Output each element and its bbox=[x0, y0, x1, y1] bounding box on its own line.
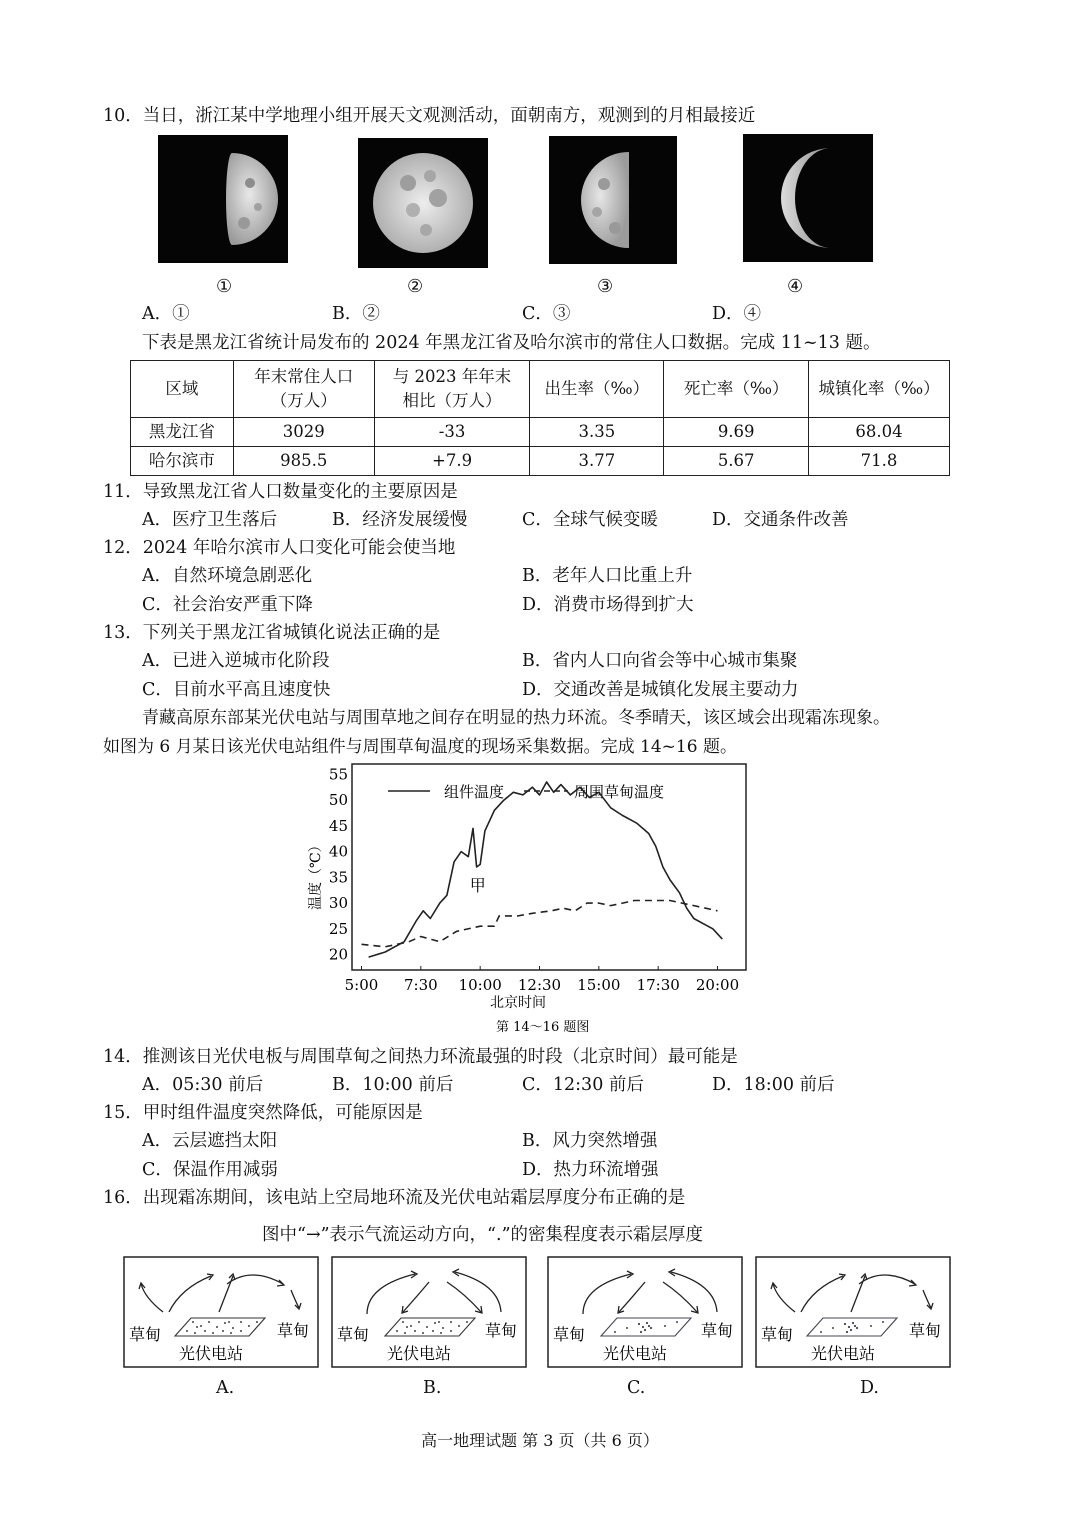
diagram-c bbox=[547, 1256, 743, 1368]
question-14-stem: 14．推测该日光伏电板与周围草甸之间热力环流最强的时段（北京时间）最可能是 bbox=[103, 1047, 738, 1067]
grass-label: 草甸 bbox=[761, 1325, 794, 1344]
q15-option-a[interactable]: A．云层遮挡太阳 bbox=[142, 1131, 278, 1151]
diagram-d bbox=[755, 1256, 951, 1368]
page-footer: 高一地理试题 第 3 页（共 6 页） bbox=[421, 1431, 659, 1450]
q11-option-a[interactable]: A．医疗卫生落后 bbox=[142, 510, 278, 530]
q15-option-c[interactable]: C．保温作用减弱 bbox=[142, 1160, 278, 1180]
x-tick-label: 5:00 bbox=[344, 976, 379, 994]
q16-option-d[interactable]: D. bbox=[860, 1378, 879, 1398]
header-death-rate: 死亡率（‰） bbox=[664, 361, 809, 418]
q11-option-b[interactable]: B．经济发展缓慢 bbox=[332, 510, 468, 530]
table-cell: -33 bbox=[374, 418, 530, 447]
diagram-a bbox=[123, 1256, 319, 1368]
x-tick-label: 10:00 bbox=[458, 976, 502, 994]
x-tick-label: 17:30 bbox=[636, 976, 680, 994]
q14-option-c[interactable]: C．12:30 前后 bbox=[522, 1075, 644, 1095]
q10-option-a[interactable]: A．① bbox=[142, 304, 190, 324]
q10-option-c[interactable]: C．③ bbox=[522, 304, 571, 324]
moon-label-2: ② bbox=[407, 276, 424, 297]
moon-image-2 bbox=[358, 138, 488, 268]
y-tick-label: 20 bbox=[328, 945, 348, 964]
chart-intro-line-1: 青藏高原东部某光伏电站与周围草地之间存在明显的热力环流。冬季晴天，该区域会出现霜冻现象。 bbox=[142, 708, 890, 728]
series-line-module-temp bbox=[369, 782, 723, 957]
moon-image-1 bbox=[158, 135, 288, 263]
q13-option-c[interactable]: C．目前水平高且速度快 bbox=[142, 680, 331, 700]
question-15-stem: 15．甲时组件温度突然降低，可能原因是 bbox=[103, 1103, 423, 1123]
q13-option-d[interactable]: D．交通改善是城镇化发展主要动力 bbox=[522, 680, 799, 700]
question-12-stem: 12．2024 年哈尔滨市人口变化可能会使当地 bbox=[103, 538, 456, 558]
question-11-stem: 11．导致黑龙江省人口数量变化的主要原因是 bbox=[103, 482, 458, 502]
moon-image-4 bbox=[743, 134, 873, 262]
question-16-stem: 16．出现霜冻期间，该电站上空局地环流及光伏电站霜层厚度分布正确的是 bbox=[103, 1188, 686, 1208]
station-label: 光伏电站 bbox=[811, 1344, 876, 1363]
x-tick-label: 20:00 bbox=[695, 976, 740, 994]
legend-series-1: 组件温度 bbox=[444, 783, 505, 801]
moon-label-3: ③ bbox=[597, 276, 614, 297]
q15-option-d[interactable]: D．热力环流增强 bbox=[522, 1160, 659, 1180]
chart-caption: 第 14～16 题图 bbox=[496, 1020, 590, 1035]
grass-label: 草甸 bbox=[909, 1321, 942, 1340]
table-cell: 3.35 bbox=[530, 418, 664, 447]
table-row bbox=[131, 447, 950, 476]
grass-label: 草甸 bbox=[277, 1321, 310, 1340]
q16-note: 图中“→”表示气流运动方向，“.”的密集程度表示霜层厚度 bbox=[262, 1225, 704, 1245]
table-cell: 哈尔滨市 bbox=[131, 447, 234, 476]
x-tick-label: 15:00 bbox=[577, 976, 621, 994]
grass-label: 草甸 bbox=[701, 1321, 734, 1340]
q12-option-b[interactable]: B．老年人口比重上升 bbox=[522, 566, 693, 586]
header-urbanization: 城镇化率（‰） bbox=[809, 361, 950, 418]
q11-option-c[interactable]: C．全球气候变暖 bbox=[522, 510, 658, 530]
table-cell: 3029 bbox=[233, 418, 374, 447]
header-change: 与 2023 年年末 相比（万人） bbox=[374, 361, 530, 418]
table-cell: 3.77 bbox=[530, 447, 664, 476]
q14-option-b[interactable]: B．10:00 前后 bbox=[332, 1075, 454, 1095]
q14-option-d[interactable]: D．18:00 前后 bbox=[712, 1075, 835, 1095]
y-tick-label: 25 bbox=[328, 919, 348, 938]
y-axis-label: 温度（℃） bbox=[308, 838, 324, 910]
q12-option-c[interactable]: C．社会治安严重下降 bbox=[142, 595, 313, 615]
q15-option-b[interactable]: B．风力突然增强 bbox=[522, 1131, 658, 1151]
moon-label-1: ① bbox=[216, 276, 233, 297]
x-tick-label: 12:30 bbox=[517, 976, 562, 994]
table-cell: 985.5 bbox=[233, 447, 374, 476]
y-tick-label: 35 bbox=[328, 868, 348, 887]
grass-label: 草甸 bbox=[553, 1325, 586, 1344]
q16-option-a[interactable]: A. bbox=[216, 1378, 235, 1398]
station-label: 光伏电站 bbox=[603, 1344, 668, 1363]
station-label: 光伏电站 bbox=[179, 1344, 244, 1363]
table-cell: 9.69 bbox=[664, 418, 809, 447]
y-tick-label: 55 bbox=[328, 765, 348, 784]
q12-option-d[interactable]: D．消费市场得到扩大 bbox=[522, 595, 694, 615]
q13-option-b[interactable]: B．省内人口向省会等中心城市集聚 bbox=[522, 651, 798, 671]
table-row bbox=[131, 418, 950, 447]
q11-option-d[interactable]: D．交通条件改善 bbox=[712, 510, 849, 530]
q16-option-c[interactable]: C. bbox=[627, 1378, 646, 1398]
x-tick-label: 7:30 bbox=[403, 976, 438, 994]
population-table bbox=[130, 360, 950, 476]
table-intro: 下表是黑龙江省统计局发布的 2024 年黑龙江省及哈尔滨市的常住人口数据。完成 11~13 题。 bbox=[142, 333, 881, 353]
station-label: 光伏电站 bbox=[387, 1344, 452, 1363]
q10-option-b[interactable]: B．② bbox=[332, 304, 380, 324]
table-cell: +7.9 bbox=[374, 447, 530, 476]
q16-option-b[interactable]: B. bbox=[423, 1378, 442, 1398]
temperature-chart bbox=[300, 760, 760, 1040]
q13-option-a[interactable]: A．已进入逆城市化阶段 bbox=[142, 651, 330, 671]
table-header-row bbox=[131, 361, 950, 418]
q14-option-a[interactable]: A．05:30 前后 bbox=[142, 1075, 264, 1095]
y-tick-label: 30 bbox=[328, 894, 348, 913]
table-cell: 71.8 bbox=[809, 447, 950, 476]
grass-label: 草甸 bbox=[129, 1325, 162, 1344]
q10-option-d[interactable]: D．④ bbox=[712, 304, 762, 324]
q12-option-a[interactable]: A．自然环境急剧恶化 bbox=[142, 566, 313, 586]
table-cell: 黑龙江省 bbox=[131, 418, 234, 447]
y-tick-label: 45 bbox=[328, 816, 348, 835]
chart-annotation: 甲 bbox=[469, 876, 486, 895]
moon-image-3 bbox=[549, 136, 677, 264]
y-tick-label: 40 bbox=[328, 842, 348, 861]
grass-label: 草甸 bbox=[485, 1321, 518, 1340]
x-axis-label: 北京时间 bbox=[490, 995, 546, 1011]
chart-intro-line-2: 如图为 6 月某日该光伏电站组件与周围草甸温度的现场采集数据。完成 14~16 题。 bbox=[103, 737, 737, 757]
table-cell: 68.04 bbox=[809, 418, 950, 447]
grass-label: 草甸 bbox=[337, 1325, 370, 1344]
diagram-b bbox=[331, 1256, 527, 1368]
legend-series-2: 周围草甸温度 bbox=[574, 783, 665, 801]
plot-frame bbox=[352, 764, 746, 970]
question-10-stem: 10．当日，浙江某中学地理小组开展天文观测活动，面朝南方，观测到的月相最接近 bbox=[103, 106, 756, 126]
header-population: 年末常住人口 （万人） bbox=[233, 361, 374, 418]
header-birth-rate: 出生率（‰） bbox=[530, 361, 664, 418]
question-13-stem: 13．下列关于黑龙江省城镇化说法正确的是 bbox=[103, 623, 441, 643]
header-region: 区域 bbox=[131, 361, 234, 418]
table-cell: 5.67 bbox=[664, 447, 809, 476]
moon-label-4: ④ bbox=[787, 276, 804, 297]
y-tick-label: 50 bbox=[328, 791, 348, 810]
